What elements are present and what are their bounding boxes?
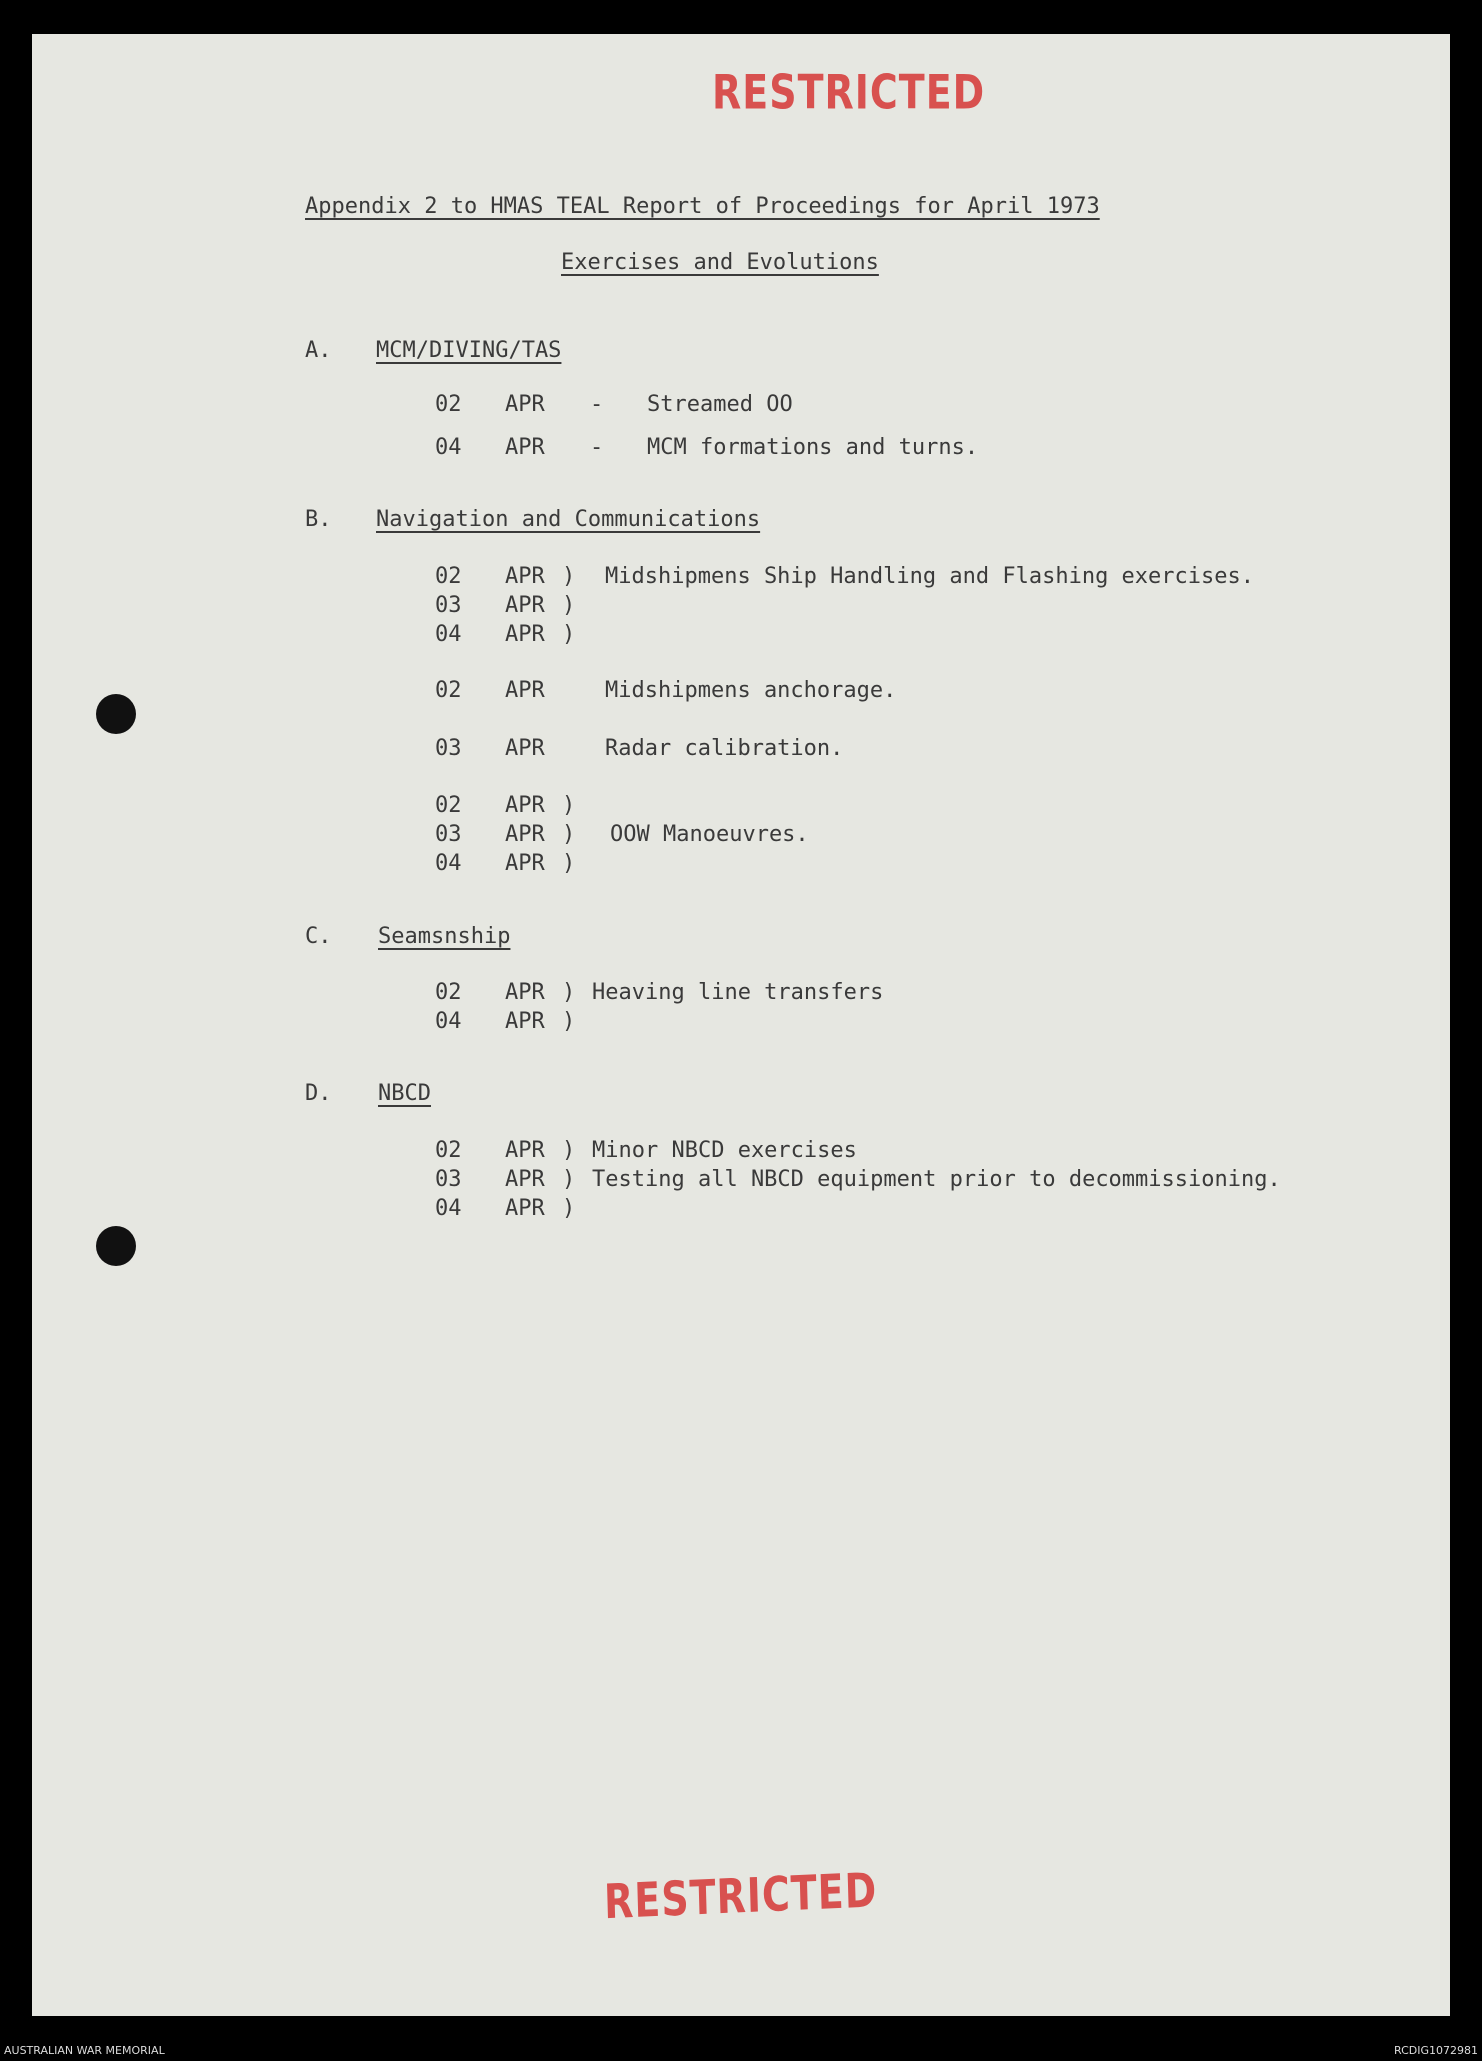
restricted-stamp-bottom: RESTRICTED [603,1862,878,1930]
entry-bracket: ) [562,1196,576,1221]
punch-hole [96,694,136,734]
entry-day: 03 [435,822,462,847]
entry-month: APR [505,793,545,818]
section-letter: D. [305,1081,332,1106]
entry-day: 02 [435,980,462,1005]
entry-day: 04 [435,1009,462,1034]
section-heading: MCM/DIVING/TAS [376,338,562,363]
entry-month: APR [505,1196,545,1221]
footer-source: AUSTRALIAN WAR MEMORIAL [4,2044,165,2057]
entry-day: 04 [435,622,462,647]
section-heading: Seamsnship [378,924,511,949]
entry-day: 02 [435,564,462,589]
entry-bracket: ) [562,980,576,1005]
section-heading: NBCD [378,1081,431,1106]
entry-month: APR [505,435,545,460]
entry-month: APR [505,1009,545,1034]
section-letter: C. [305,924,332,949]
entry-text: Minor NBCD exercises [592,1138,857,1163]
entry-text: OOW Manoeuvres. [610,822,809,847]
entry-month: APR [505,822,545,847]
section-letter: B. [305,507,332,532]
entry-bracket: ) [562,1167,576,1192]
entry-day: 03 [435,593,462,618]
entry-text: MCM formations and turns. [647,435,979,460]
entry-text: Streamed OO [647,392,793,417]
entry-day: 02 [435,392,462,417]
footer-id: RCDIG1072981 [1393,2044,1478,2057]
entry-separator: - [590,392,604,417]
entry-bracket: ) [562,1138,576,1163]
entry-month: APR [505,622,545,647]
entry-month: APR [505,851,545,876]
entry-day: 03 [435,1167,462,1192]
entry-day: 04 [435,1196,462,1221]
entry-bracket: ) [562,1009,576,1034]
page-title: Appendix 2 to HMAS TEAL Report of Proceedings for April 1973 [305,194,1100,219]
entry-month: APR [505,678,545,703]
section-heading: Navigation and Communications [376,507,761,532]
punch-hole [96,1226,136,1266]
entry-day: 04 [435,435,462,460]
entry-text: Radar calibration. [605,736,844,761]
section-letter: A. [305,338,332,363]
page-subtitle: Exercises and Evolutions [561,250,879,275]
entry-bracket: ) [562,593,576,618]
entry-bracket: ) [562,822,576,847]
entry-bracket: ) [562,564,576,589]
entry-text: Midshipmens anchorage. [605,678,897,703]
entry-day: 02 [435,1138,462,1163]
entry-bracket: ) [562,851,576,876]
entry-month: APR [505,392,545,417]
entry-month: APR [505,564,545,589]
restricted-stamp-top: RESTRICTED [712,64,986,120]
entry-day: 03 [435,736,462,761]
entry-bracket: ) [562,622,576,647]
entry-month: APR [505,1138,545,1163]
document-page [32,34,1450,2016]
entry-separator: - [590,435,604,460]
entry-day: 04 [435,851,462,876]
entry-month: APR [505,736,545,761]
entry-month: APR [505,1167,545,1192]
entry-day: 02 [435,793,462,818]
entry-bracket: ) [562,793,576,818]
entry-text: Midshipmens Ship Handling and Flashing exercises. [605,564,1255,589]
entry-text: Heaving line transfers [592,980,884,1005]
entry-text: Testing all NBCD equipment prior to decommissioning. [592,1167,1281,1192]
entry-month: APR [505,593,545,618]
entry-day: 02 [435,678,462,703]
entry-month: APR [505,980,545,1005]
